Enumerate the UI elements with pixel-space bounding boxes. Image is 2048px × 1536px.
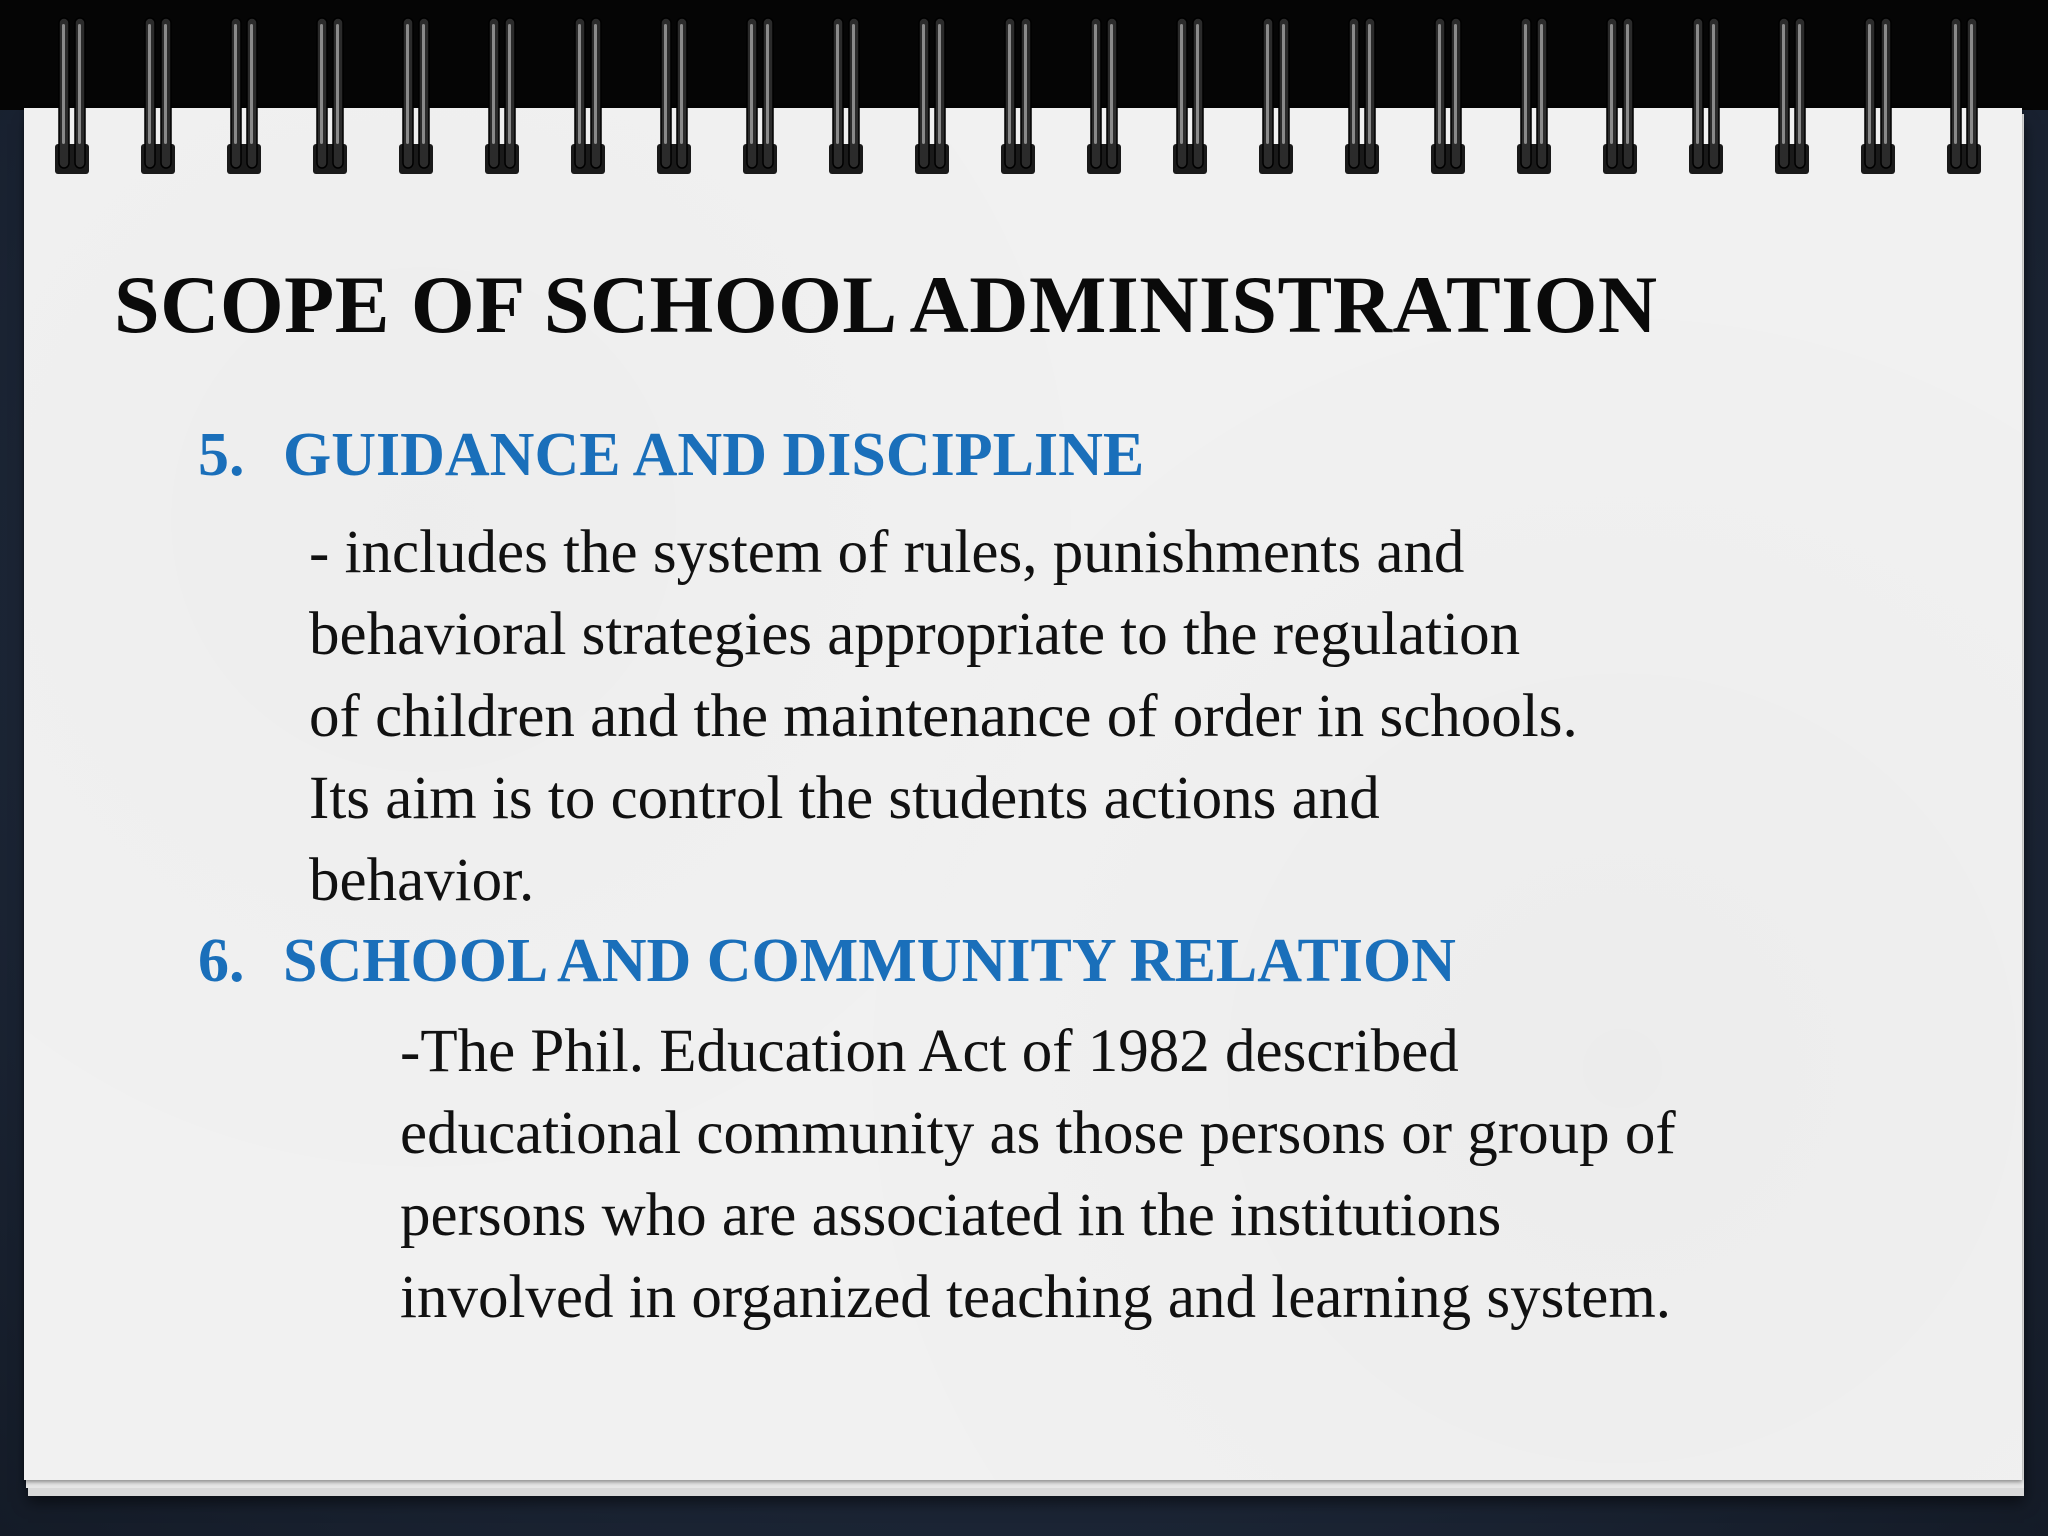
section-5-title: GUIDANCE AND DISCIPLINE xyxy=(283,421,1145,489)
slide-title: SCOPE OF SCHOOL ADMINISTRATION xyxy=(114,259,1658,350)
spiral-ring-icon xyxy=(1173,18,1207,174)
section-6-line: -The Phil. Education Act of 1982 described xyxy=(400,1018,1459,1085)
spiral-ring-icon xyxy=(1345,18,1379,174)
spiral-ring-icon xyxy=(657,18,691,174)
section-6-body xyxy=(400,1011,1676,1339)
spiral-ring-icon xyxy=(1431,18,1465,174)
spiral-ring-icon xyxy=(1087,18,1121,174)
section-5-number: 5. xyxy=(198,421,245,489)
spiral-ring-icon xyxy=(915,18,949,174)
spiral-ring-icon xyxy=(829,18,863,174)
spiral-ring-icon xyxy=(1259,18,1293,174)
section-5-body xyxy=(309,512,1578,922)
section-6-line: involved in organized teaching and learning system. xyxy=(400,1264,1672,1331)
spiral-ring-icon xyxy=(1947,18,1981,174)
spiral-ring-icon xyxy=(313,18,347,174)
section-5-line: behavioral strategies appropriate to the regulation xyxy=(309,601,1521,668)
section-5-line: behavior. xyxy=(309,847,535,914)
section-6-line: persons who are associated in the institutions xyxy=(400,1182,1502,1249)
spiral-ring-icon xyxy=(485,18,519,174)
spiral-ring-icon xyxy=(1001,18,1035,174)
spiral-ring-icon xyxy=(1517,18,1551,174)
spiral-rings xyxy=(55,18,1981,174)
spiral-ring-icon xyxy=(227,18,261,174)
spiral-ring-icon xyxy=(1861,18,1895,174)
spiral-ring-icon xyxy=(1689,18,1723,174)
spiral-ring-icon xyxy=(55,18,89,174)
spiral-ring-icon xyxy=(743,18,777,174)
spiral-ring-icon xyxy=(399,18,433,174)
spiral-ring-icon xyxy=(571,18,605,174)
spiral-ring-icon xyxy=(141,18,175,174)
spiral-ring-icon xyxy=(1775,18,1809,174)
section-5-line: Its aim is to control the students actions and xyxy=(309,765,1380,832)
section-6-line: educational community as those persons or group of xyxy=(400,1100,1676,1167)
spiral-binding xyxy=(0,14,2048,184)
section-6-title: SCHOOL AND COMMUNITY RELATION xyxy=(283,927,1456,995)
section-5-line: - includes the system of rules, punishments and xyxy=(309,519,1465,586)
section-6-number: 6. xyxy=(198,927,245,995)
section-5-line: of children and the maintenance of order in schools. xyxy=(309,683,1578,750)
section-5-heading xyxy=(198,420,1144,491)
section-6-heading xyxy=(198,926,1456,997)
spiral-ring-icon xyxy=(1603,18,1637,174)
